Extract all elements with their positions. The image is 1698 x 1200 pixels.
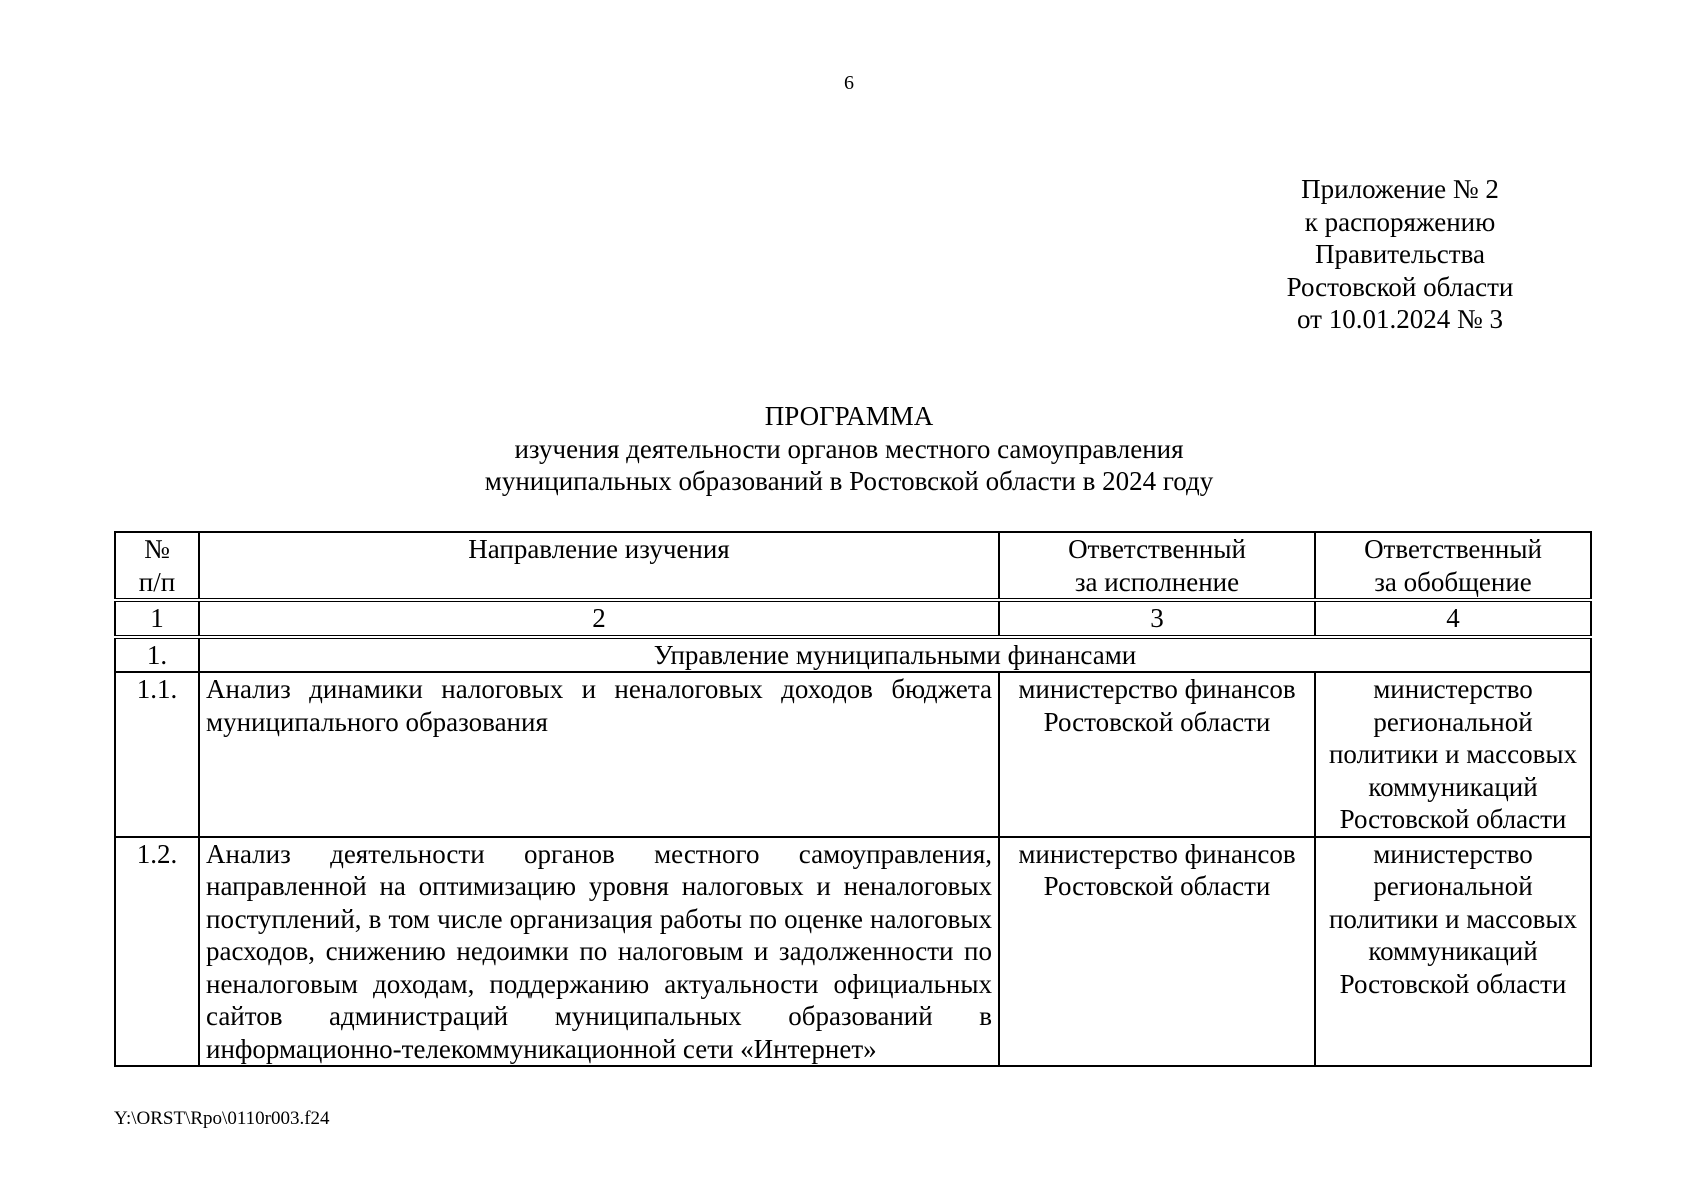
section-title: Управление муниципальными финансами [199, 637, 1591, 673]
page-number: 6 [844, 72, 854, 94]
row-direction: Анализ деятельности органов местного самоуправления, направленной на оптимизацию уровня налоговых и неналоговых поступлений, в том числе организация работы по оценке налоговых расходов, снижению недоимки по налоговым и задолженности по неналоговым доходам, поддержанию актуальности официальных сайтов администраций муниципальных образований в информационно-телекоммуникационной сети «Интернет» [199, 837, 999, 1067]
title-subtitle: муниципальных образований в Ростовской области в 2024 году [484, 466, 1214, 496]
header-summarizer [1315, 532, 1591, 600]
column-number: 3 [999, 600, 1315, 637]
appendix-line: Правительства [1315, 239, 1485, 269]
section-num: 1. [115, 637, 199, 673]
table-header-row [115, 532, 1591, 600]
header-summarizer-line: Ответственный [1364, 534, 1542, 564]
section-row [115, 637, 1591, 673]
header-executor [999, 532, 1315, 600]
document-title [0, 400, 1698, 498]
row-executor: министерство финансов Ростовской области [999, 837, 1315, 1067]
appendix-header [1240, 173, 1560, 336]
column-number: 4 [1315, 600, 1591, 637]
table-row [115, 837, 1591, 1067]
row-executor: министерство финансов Ростовской области [999, 672, 1315, 837]
appendix-line: Приложение № 2 [1301, 174, 1499, 204]
title-main: ПРОГРАММА [764, 401, 934, 431]
header-summarizer-line: за обобщение [1374, 566, 1532, 597]
header-direction-label: Направление изучения [468, 534, 730, 564]
appendix-line: от 10.01.2024 № 3 [1297, 304, 1503, 334]
title-subtitle: изучения деятельности органов местного самоуправления [514, 433, 1184, 464]
row-num: 1.1. [115, 672, 199, 837]
header-num-line: п/п [138, 566, 176, 597]
appendix-line: к распоряжению [1304, 206, 1496, 237]
header-executor-line: Ответственный [1068, 534, 1246, 564]
row-summarizer: министерство региональной политики и массовых коммуникаций Ростовской области [1315, 837, 1591, 1067]
row-num: 1.2. [115, 837, 199, 1067]
column-number: 1 [115, 600, 199, 637]
header-num [115, 532, 199, 600]
column-number-row [115, 600, 1591, 637]
header-executor-line: за исполнение [1074, 566, 1240, 597]
appendix-line: Ростовской области [1286, 271, 1514, 302]
row-summarizer: министерство региональной политики и массовых коммуникаций Ростовской области [1315, 672, 1591, 837]
header-direction [199, 532, 999, 600]
column-number: 2 [199, 600, 999, 637]
header-num-line: № [144, 534, 170, 564]
table-row [115, 672, 1591, 837]
row-direction: Анализ динамики налоговых и неналоговых доходов бюджета муниципального образования [199, 672, 999, 837]
footer-file-path: Y:\ORST\Rpo\0110r003.f24 [114, 1108, 330, 1129]
program-table [114, 531, 1592, 1067]
